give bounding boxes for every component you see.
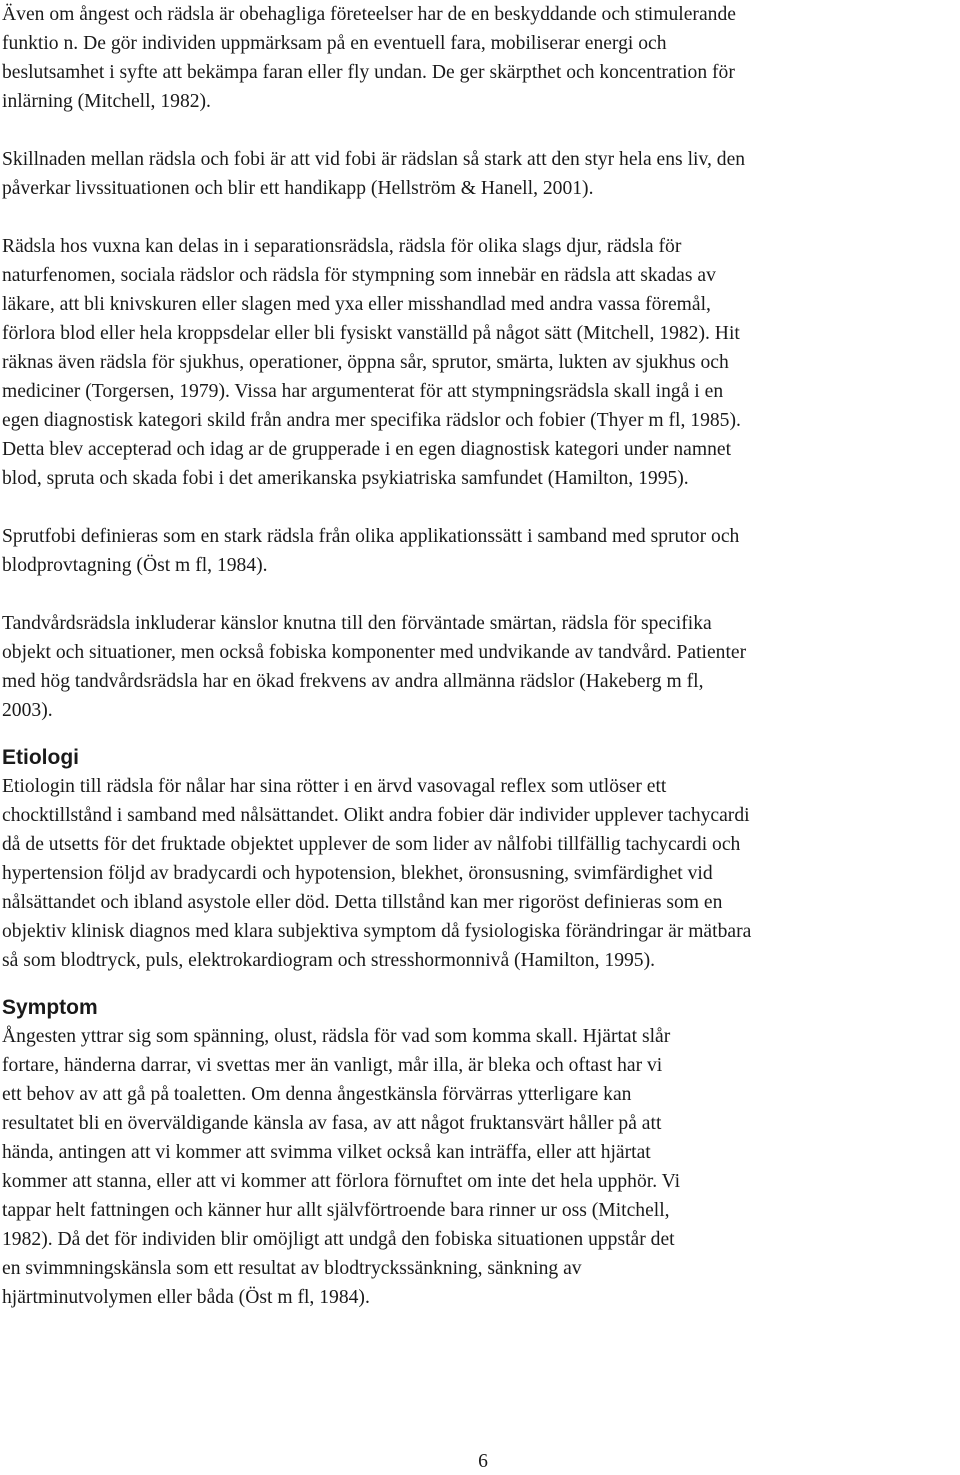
text-line: en svimmningskänsla som ett resultat av blodtryckssänkning, sänkning av bbox=[2, 1258, 582, 1279]
paragraph-spacer bbox=[2, 116, 960, 145]
text-line: mediciner (Torgersen, 1979). Vissa har argumenterat för att stympningsrädsla skall ingå i en bbox=[2, 381, 724, 402]
text-line: blodprovtagning (Öst m fl, 1984). bbox=[2, 555, 268, 576]
text-line: Etiologin till rädsla för nålar har sina rötter i en ärvd vasovagal reflex som utlöser ett bbox=[2, 776, 667, 797]
text-line: resultatet bli en överväldigande känsla av fasa, av att något fruktansvärt håller på att bbox=[2, 1113, 662, 1134]
paragraph-spacer bbox=[2, 975, 960, 994]
text-line: då de utsetts för det fruktade objektet upplever de som lider av nålfobi tillfällig tachycardi och bbox=[2, 834, 741, 855]
text-line: naturfenomen, sociala rädslor och rädsla för stympning som innebär en rädsla att skadas av bbox=[2, 265, 716, 286]
paragraph-radsla-fobi bbox=[2, 145, 960, 203]
text-line: 1982). Då det för individen blir omöjligt att undgå den fobiska situationen uppstår det bbox=[2, 1229, 675, 1250]
text-line: 2003). bbox=[2, 700, 53, 721]
text-line: egen diagnostisk kategori skild från andra mer specifika rädslor och fobier (Thyer m fl, 1985). bbox=[2, 410, 741, 431]
section-heading-etiologi: Etiologi bbox=[2, 746, 79, 769]
text-line: hypertension följd av bradycardi och hypotension, blekhet, öronsusning, svimfärdighet vid bbox=[2, 863, 713, 884]
text-line: inlärning (Mitchell, 1982). bbox=[2, 91, 211, 112]
paragraph-sprutfobi bbox=[2, 522, 960, 580]
paragraph-spacer bbox=[2, 203, 960, 232]
text-line: tappar helt fattningen och känner hur allt självförtroende bara rinner ur oss (Mitchell, bbox=[2, 1200, 670, 1221]
page-number: 6 bbox=[478, 1451, 488, 1472]
text-line: kommer att stanna, eller att vi kommer att förlora förnuftet om inte det hela upphör. Vi bbox=[2, 1171, 681, 1192]
text-line: hända, antingen att vi kommer att svimma vilket också kan inträffa, eller att hjärtat bbox=[2, 1142, 651, 1163]
text-line: med hög tandvårdsrädsla har en ökad frekvens av andra allmänna rädslor (Hakeberg m fl, bbox=[2, 671, 704, 692]
text-line: fortare, händerna darrar, vi svettas mer än vanligt, mår illa, är bleka och oftast har vi bbox=[2, 1055, 663, 1076]
text-line: Skillnaden mellan rädsla och fobi är att vid fobi är rädslan så stark att den styr hela ens liv, den bbox=[2, 149, 746, 170]
text-line: Sprutfobi definieras som en stark rädsla från olika applikationssätt i samband med sprutor och bbox=[2, 526, 740, 547]
paragraph-spacer bbox=[2, 493, 960, 522]
text-line: hjärtminutvolymen eller båda (Öst m fl, 1984). bbox=[2, 1287, 370, 1308]
paragraph-spacer bbox=[2, 580, 960, 609]
text-line: ett behov av att gå på toaletten. Om denna ångestkänsla förvärras ytterligare kan bbox=[2, 1084, 632, 1105]
paragraph-spacer bbox=[2, 725, 960, 744]
text-line: förlora blod eller hela kroppsdelar eller bli fysiskt vanställd på något sätt (Mitchell, 1982). Hit bbox=[2, 323, 740, 344]
paragraph-tandvardsradsla bbox=[2, 609, 960, 725]
paragraph-etiologi bbox=[2, 772, 960, 975]
text-line: chocktillstånd i samband med nålsättandet. Olikt andra fobier där individer upplever tachycardi bbox=[2, 805, 750, 826]
text-line: Tandvårdsrädsla inkluderar känslor knutna till den förväntade smärtan, rädsla för specifika bbox=[2, 613, 712, 634]
text-line: påverkar livssituationen och blir ett handikapp (Hellström & Hanell, 2001). bbox=[2, 178, 594, 199]
text-line: beslutsamhet i syfte att bekämpa faran eller fly undan. De ger skärpthet och koncentration för bbox=[2, 62, 735, 83]
section-heading-symptom: Symptom bbox=[2, 996, 98, 1019]
text-line: Detta blev accepterad och idag ar de grupperade i en egen diagnostisk kategori under namnet bbox=[2, 439, 732, 460]
text-line: Rädsla hos vuxna kan delas in i separationsrädsla, rädsla för olika slags djur, rädsla för bbox=[2, 236, 682, 257]
text-line: så som blodtryck, puls, elektrokardiogram och stresshormonnivå (Hamilton, 1995). bbox=[2, 950, 656, 971]
text-line: Ångesten yttrar sig som spänning, olust, rädsla för vad som komma skall. Hjärtat slår bbox=[2, 1026, 671, 1047]
text-line: nålsättandet och ibland asystole eller död. Detta tillstånd kan mer rigoröst definieras som en bbox=[2, 892, 723, 913]
text-line: blod, spruta och skada fobi i det amerikanska psykiatriska samfundet (Hamilton, 1995). bbox=[2, 468, 689, 489]
paragraph-symptom bbox=[2, 1022, 960, 1312]
text-line: objekt och situationer, men också fobiska komponenter med undvikande av tandvård. Patienter bbox=[2, 642, 747, 663]
text-line: räknas även rädsla för sjukhus, operationer, öppna sår, sprutor, smärta, lukten av sjukhus och bbox=[2, 352, 729, 373]
text-line: läkare, att bli knivskuren eller slagen med yxa eller misshandlad med andra vassa föremål, bbox=[2, 294, 711, 315]
text-line: funktio n. De gör individen uppmärksam på en eventuell fara, mobiliserar energi och bbox=[2, 33, 667, 54]
text-line: objektiv klinisk diagnos med klara subjektiva symptom då fysiologiska förändringar är mätbara bbox=[2, 921, 752, 942]
paragraph-angest-intro bbox=[2, 0, 960, 116]
text-line: Även om ångest och rädsla är obehagliga företeelser har de en beskyddande och stimulerande bbox=[2, 4, 736, 25]
paragraph-radsla-vuxna bbox=[2, 232, 960, 493]
